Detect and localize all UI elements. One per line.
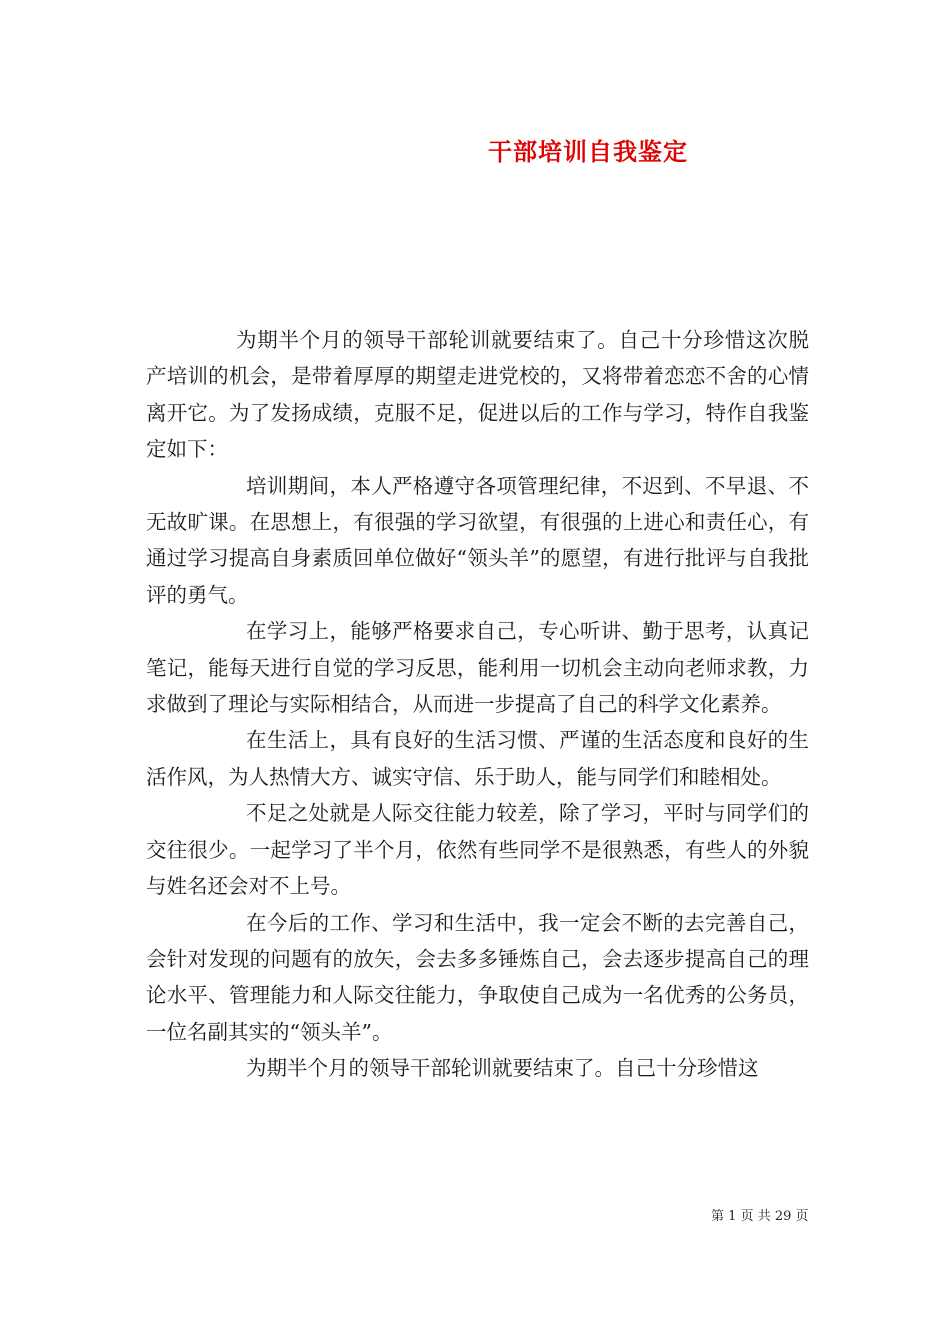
footer-prefix: 第 [711, 1209, 725, 1224]
paragraph-life: 在生活上，具有良好的生活习惯、严谨的生活态度和良好的生活作风，为人热情大方、诚实守信、乐于助人，能与同学们和睦相处。 [146, 728, 809, 789]
page-number-footer [711, 1205, 809, 1224]
document-body [146, 322, 809, 1087]
document-title: 干部培训自我鉴定 [488, 137, 688, 166]
paragraph-future: 在今后的工作、学习和生活中，我一定会不断的去完善自己，会针对发现的问题有的放矢，会去多多锤炼自己，会去逐步提高自己的理论水平、管理能力和人际交往能力，争取使自己成为一名优秀的公务员，一位名副其实的“领头羊”。 [146, 910, 809, 1044]
footer-total-pages: 29 [774, 1209, 792, 1224]
paragraph-intro: 为期半个月的领导干部轮训就要结束了。自己十分珍惜这次脱产培训的机会，是带着厚厚的期望走进党校的，又将带着恋恋不舍的心情离开它。为了发扬成绩，克服不足，促进以后的工作与学习，特作自我鉴定如下： [146, 328, 809, 462]
paragraph-shortcomings: 不足之处就是人际交往能力较差，除了学习，平时与同学们的交往很少。一起学习了半个月，依然有些同学不是很熟悉，有些人的外貌与姓名还会对不上号。 [146, 801, 809, 899]
paragraph-discipline: 培训期间，本人严格遵守各项管理纪律，不迟到、不早退、不无故旷课。在思想上，有很强的学习欲望，有很强的上进心和责任心，有通过学习提高自身素质回单位做好“领头羊”的愿望，有进行批评与自我批评的勇气。 [146, 473, 809, 607]
paragraph-study: 在学习上，能够严格要求自己，专心听讲、勤于思考，认真记笔记，能每天进行自觉的学习反思，能利用一切机会主动向老师求教，力求做到了理论与实际相结合，从而进一步提高了自己的科学文化素养。 [146, 619, 809, 717]
paragraph-repeat-start: 为期半个月的领导干部轮训就要结束了。自己十分珍惜这 [246, 1056, 759, 1081]
footer-suffix: 页 [795, 1209, 809, 1224]
footer-current-page: 1 [728, 1209, 737, 1224]
footer-middle: 页 共 [740, 1209, 771, 1224]
